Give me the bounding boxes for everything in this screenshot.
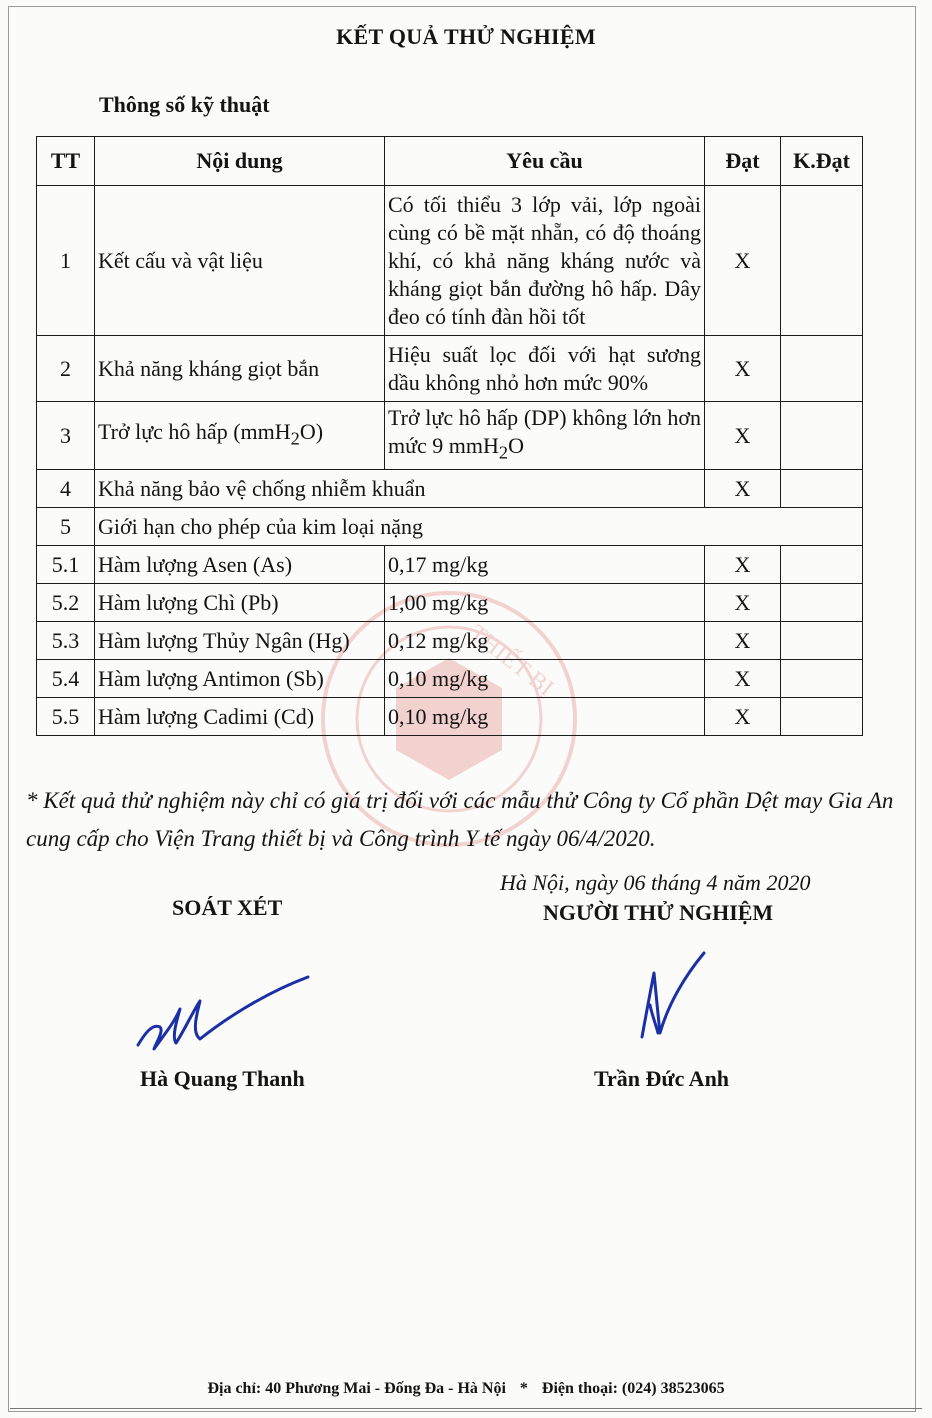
content-prefix: Trở lực hô hấp (mmH xyxy=(98,419,291,445)
table-row xyxy=(37,698,863,736)
row-content: Hàm lượng Thủy Ngân (Hg) xyxy=(95,622,385,660)
row-tt: 5.2 xyxy=(37,584,95,622)
row-content: Kết cấu và vật liệu xyxy=(95,186,385,336)
row-fail-mark xyxy=(781,698,863,736)
row-content: Khả năng kháng giọt bắn xyxy=(95,336,385,402)
tester-name: Trần Đức Anh xyxy=(594,1066,730,1091)
row-content: Hàm lượng Antimon (Sb) xyxy=(95,660,385,698)
row-content: Hàm lượng Cadimi (Cd) xyxy=(95,698,385,736)
row-tt: 5 xyxy=(37,508,95,546)
table-row xyxy=(37,186,863,336)
row-pass-mark: X xyxy=(705,336,781,402)
table-row xyxy=(37,622,863,660)
row-requirement: 0,17 mg/kg xyxy=(385,546,705,584)
content-subscript: 2 xyxy=(290,428,300,449)
row-fail-mark xyxy=(781,660,863,698)
section-subtitle: Thông số kỹ thuật xyxy=(99,92,270,117)
row-tt: 2 xyxy=(37,336,95,402)
footer xyxy=(0,1380,932,1398)
table-row xyxy=(37,508,863,546)
row-content: Hàm lượng Asen (As) xyxy=(95,546,385,584)
disclaimer-note: * Kết quả thử nghiệm này chỉ có giá trị đối với các mẫu thử Công ty Cổ phần Dệt may Gia An cung cấp cho Viện Trang thiết bị và Công trình Y tế ngày 06/4/2020. xyxy=(26,788,894,851)
tester-title: NGƯỜI THỬ NGHIỆM xyxy=(543,900,774,925)
row-fail-mark xyxy=(781,546,863,584)
row-requirement: 1,00 mg/kg xyxy=(385,584,705,622)
results-table xyxy=(36,136,863,736)
table-row xyxy=(37,402,863,470)
table-row xyxy=(37,584,863,622)
header-fail: K.Đạt xyxy=(781,137,863,186)
row-tt: 5.1 xyxy=(37,546,95,584)
row-requirement: Có tối thiểu 3 lớp vải, lớp ngoài cùng có bề mặt nhẵn, có độ thoáng khí, có khả năng kháng nước và kháng giọt bắn đường hô hấp. Dây đeo có tính đàn hồi tốt xyxy=(385,186,705,336)
table-row xyxy=(37,336,863,402)
row-pass-mark: X xyxy=(705,660,781,698)
row-requirement xyxy=(385,402,705,470)
row-pass-mark: X xyxy=(705,186,781,336)
row-tt: 1 xyxy=(37,186,95,336)
table-row xyxy=(37,470,863,508)
row-tt: 4 xyxy=(37,470,95,508)
row-fail-mark xyxy=(781,470,863,508)
row-tt: 5.3 xyxy=(37,622,95,660)
reviewer-signature xyxy=(130,965,315,1060)
row-tt: 3 xyxy=(37,402,95,470)
table-row xyxy=(37,660,863,698)
requirement-suffix: O xyxy=(508,433,524,459)
header-content: Nội dung xyxy=(95,137,385,186)
requirement-prefix: Trở lực hô hấp (DP) không lớn hơn mức 9 mmH xyxy=(388,405,701,459)
row-content: Giới hạn cho phép của kim loại nặng xyxy=(95,508,863,546)
row-fail-mark xyxy=(781,186,863,336)
reviewer-name: Hà Quang Thanh xyxy=(140,1066,305,1091)
row-pass-mark: X xyxy=(705,584,781,622)
row-requirement: 0,10 mg/kg xyxy=(385,660,705,698)
tester-signature xyxy=(630,945,710,1045)
row-pass-mark: X xyxy=(705,402,781,470)
requirement-subscript: 2 xyxy=(498,442,509,463)
row-content xyxy=(95,402,385,470)
header-requirement: Yêu cầu xyxy=(385,137,705,186)
row-fail-mark xyxy=(781,402,863,470)
row-fail-mark xyxy=(781,336,863,402)
row-requirement: 0,10 mg/kg xyxy=(385,698,705,736)
footer-address: Địa chỉ: 40 Phương Mai - Đống Đa - Hà Nội xyxy=(207,1380,506,1397)
table-row xyxy=(37,546,863,584)
reviewer-title: SOÁT XÉT xyxy=(172,895,283,920)
row-pass-mark: X xyxy=(705,622,781,660)
footer-divider xyxy=(10,1408,922,1409)
footer-separator: * xyxy=(519,1380,528,1397)
row-pass-mark: X xyxy=(705,546,781,584)
row-pass-mark: X xyxy=(705,470,781,508)
row-pass-mark: X xyxy=(705,698,781,736)
footer-phone: Điện thoại: (024) 38523065 xyxy=(541,1380,725,1397)
row-requirement: 0,12 mg/kg xyxy=(385,622,705,660)
table-header-row xyxy=(37,137,863,186)
row-content: Hàm lượng Chì (Pb) xyxy=(95,584,385,622)
header-tt: TT xyxy=(37,137,95,186)
place-date: Hà Nội, ngày 06 tháng 4 năm 2020 xyxy=(500,870,811,895)
row-fail-mark xyxy=(781,584,863,622)
row-tt: 5.4 xyxy=(37,660,95,698)
content-suffix: O) xyxy=(299,419,324,445)
row-tt: 5.5 xyxy=(37,698,95,736)
row-fail-mark xyxy=(781,622,863,660)
document-title: KẾT QUẢ THỬ NGHIỆM xyxy=(336,24,596,49)
row-content: Khả năng bảo vệ chống nhiễm khuẩn xyxy=(95,470,705,508)
header-pass: Đạt xyxy=(705,137,781,186)
row-requirement: Hiệu suất lọc đối với hạt sương dầu không nhỏ hơn mức 90% xyxy=(385,336,705,402)
stamp-text: THIẾT BỊ xyxy=(464,620,559,702)
